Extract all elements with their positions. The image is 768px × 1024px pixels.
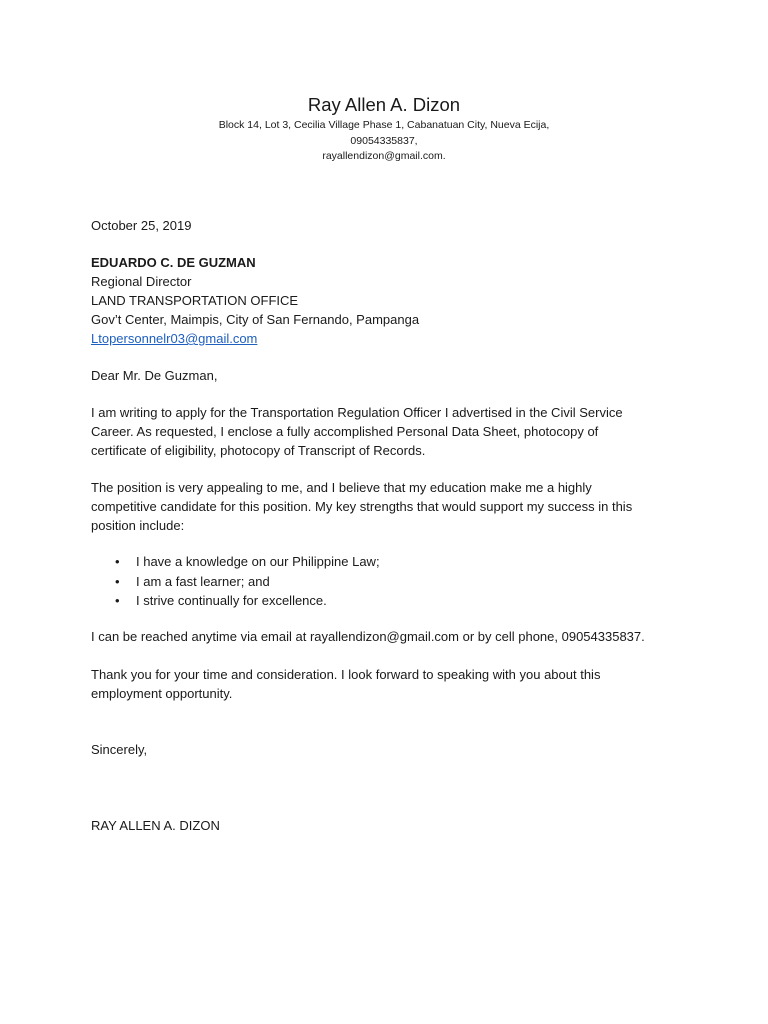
bullet-icon: •	[115, 554, 120, 569]
paragraph-line: position include:	[91, 518, 185, 533]
paragraph-line: certificate of eligibility, photocopy of Transcript of Records.	[91, 443, 426, 458]
strengths-list	[91, 552, 691, 611]
contact-paragraph: I can be reached anytime via email at rayallendizon@gmail.com or by cell phone, 09054335837.	[91, 629, 645, 644]
sender-address: Block 14, Lot 3, Cecilia Village Phase 1, Cabanatuan City, Nueva Ecija,	[218, 119, 550, 131]
paragraph-line: The position is very appealing to me, and I believe that my education make me a highly	[91, 480, 592, 495]
signature-name: RAY ALLEN A. DIZON	[91, 818, 220, 833]
paragraph-application	[91, 403, 691, 460]
sign-off: Sincerely,	[91, 742, 148, 757]
paragraph-line: Thank you for your time and consideration. I look forward to speaking with you about this	[91, 667, 601, 682]
paragraph-line: Career. As requested, I enclose a fully accomplished Personal Data Sheet, photocopy of	[91, 424, 599, 439]
strength-text: I strive continually for excellence.	[136, 593, 327, 608]
paragraph-qualifications	[91, 478, 691, 535]
list-item	[91, 572, 691, 592]
recipient-address: Gov’t Center, Maimpis, City of San Fernando, Pampanga	[91, 312, 420, 327]
recipient-office: LAND TRANSPORTATION OFFICE	[91, 293, 299, 308]
list-item	[91, 591, 691, 611]
closing-paragraph	[91, 665, 691, 703]
recipient-title: Regional Director	[91, 274, 192, 289]
letterhead	[0, 92, 768, 165]
paragraph-line: competitive candidate for this position. My key strengths that would support my success in this	[91, 499, 633, 514]
list-item	[91, 552, 691, 572]
strength-text: I have a knowledge on our Philippine Law;	[136, 554, 380, 569]
sender-name: Ray Allen A. Dizon	[307, 94, 461, 115]
recipient-name: EDUARDO C. DE GUZMAN	[91, 255, 256, 270]
recipient-block	[91, 253, 691, 348]
bullet-icon: •	[115, 593, 120, 608]
bullet-icon: •	[115, 573, 120, 589]
sender-email: rayallendizon@gmail.com.	[322, 150, 446, 162]
strength-text: I am a fast learner; and	[136, 573, 270, 589]
paragraph-line: I am writing to apply for the Transportation Regulation Officer I advertised in the Civil Service	[91, 405, 623, 420]
recipient-email-link[interactable]: Ltopersonnelr03@gmail.com	[91, 331, 258, 346]
sender-phone: 09054335837,	[350, 134, 418, 147]
letter-date: October 25, 2019	[91, 218, 192, 233]
paragraph-line: employment opportunity.	[91, 686, 233, 701]
salutation: Dear Mr. De Guzman,	[91, 368, 218, 383]
